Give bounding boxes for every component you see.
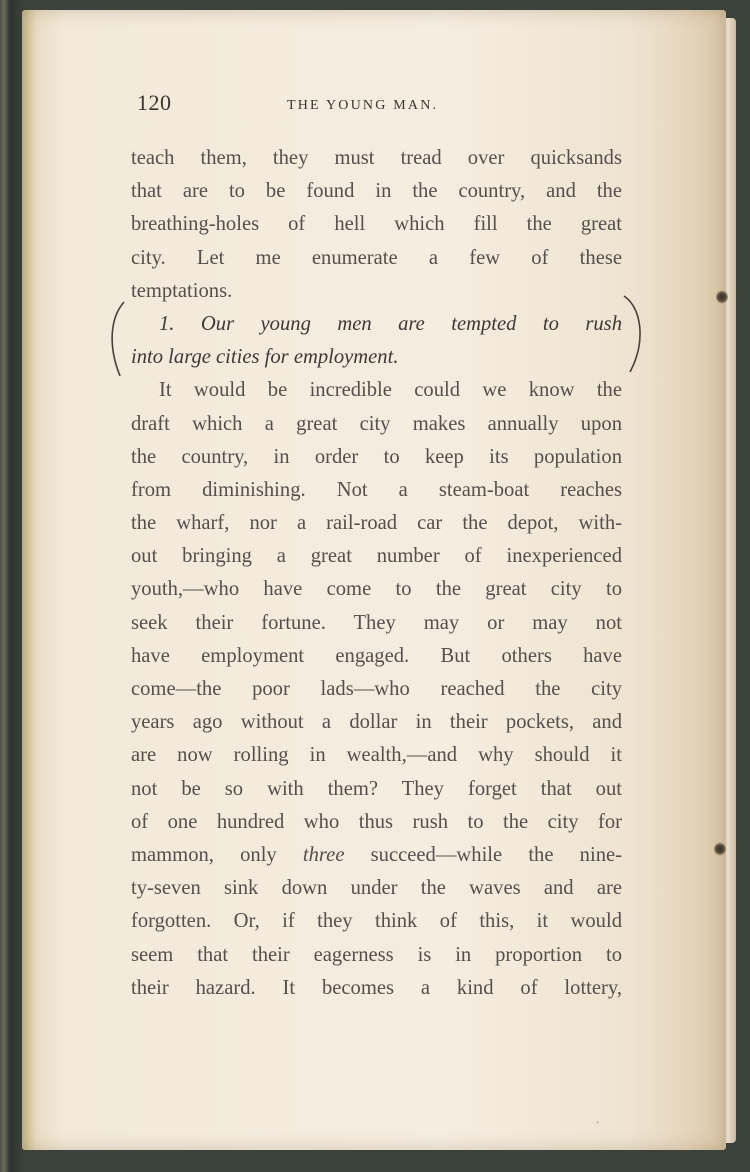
- body-text: [131, 142, 622, 1005]
- text-line: from diminishing. Not a steam-boat reaches: [131, 478, 622, 501]
- text-line: temptations.: [131, 279, 233, 302]
- text-line: not be so with them? They forget that out: [131, 777, 622, 800]
- text-line: mammon, only three succeed—while the nine-: [131, 843, 622, 866]
- text-line: have employment engaged. But others have: [131, 644, 622, 667]
- text-line: out bringing a great number of inexperienced: [131, 545, 622, 568]
- binding-hole: [716, 290, 728, 304]
- emphasis: three: [302, 843, 345, 866]
- text-line: ty-seven sink down under the waves and are: [131, 877, 622, 900]
- text-line: years ago without a dollar in their pockets, and: [131, 711, 622, 734]
- text-line: youth,—who have come to the great city to: [131, 578, 622, 601]
- running-head: THE YOUNG MAN.: [287, 98, 439, 113]
- text-line: their hazard. It becomes a kind of lottery,: [131, 976, 622, 999]
- text-line: city. Let me enumerate a few of these: [131, 246, 622, 269]
- text-line: 1. Our young men are tempted to rush: [159, 312, 622, 335]
- binding-hole: [714, 842, 726, 856]
- text-line: of one hundred who thus rush to the city for: [131, 810, 622, 833]
- text-line: seek their fortune. They may or may not: [131, 611, 622, 634]
- text-line: are now rolling in wealth,—and why should it: [131, 744, 622, 767]
- text-line: It would be incredible could we know the: [159, 379, 622, 402]
- text-line: into large cities for employment.: [131, 346, 399, 369]
- page-header: [137, 90, 622, 120]
- text-line: forgotten. Or, if they think of this, it would: [131, 910, 622, 933]
- text-line: the country, in order to keep its population: [131, 445, 622, 468]
- stray-mark: ·: [596, 1118, 600, 1129]
- text-line: teach them, they must tread over quicksands: [131, 147, 622, 169]
- text-line: the wharf, nor a rail-road car the depot, with-: [131, 512, 622, 535]
- text-line: breathing-holes of hell which fill the great: [131, 213, 622, 236]
- text-line: that are to be found in the country, and the: [131, 180, 622, 203]
- page-number: 120: [137, 90, 172, 115]
- text-line: come—the poor lads—who reached the city: [131, 678, 622, 700]
- text-line: draft which a great city makes annually upon: [131, 412, 622, 435]
- text-line: seem that their eagerness is in proportion to: [131, 943, 622, 966]
